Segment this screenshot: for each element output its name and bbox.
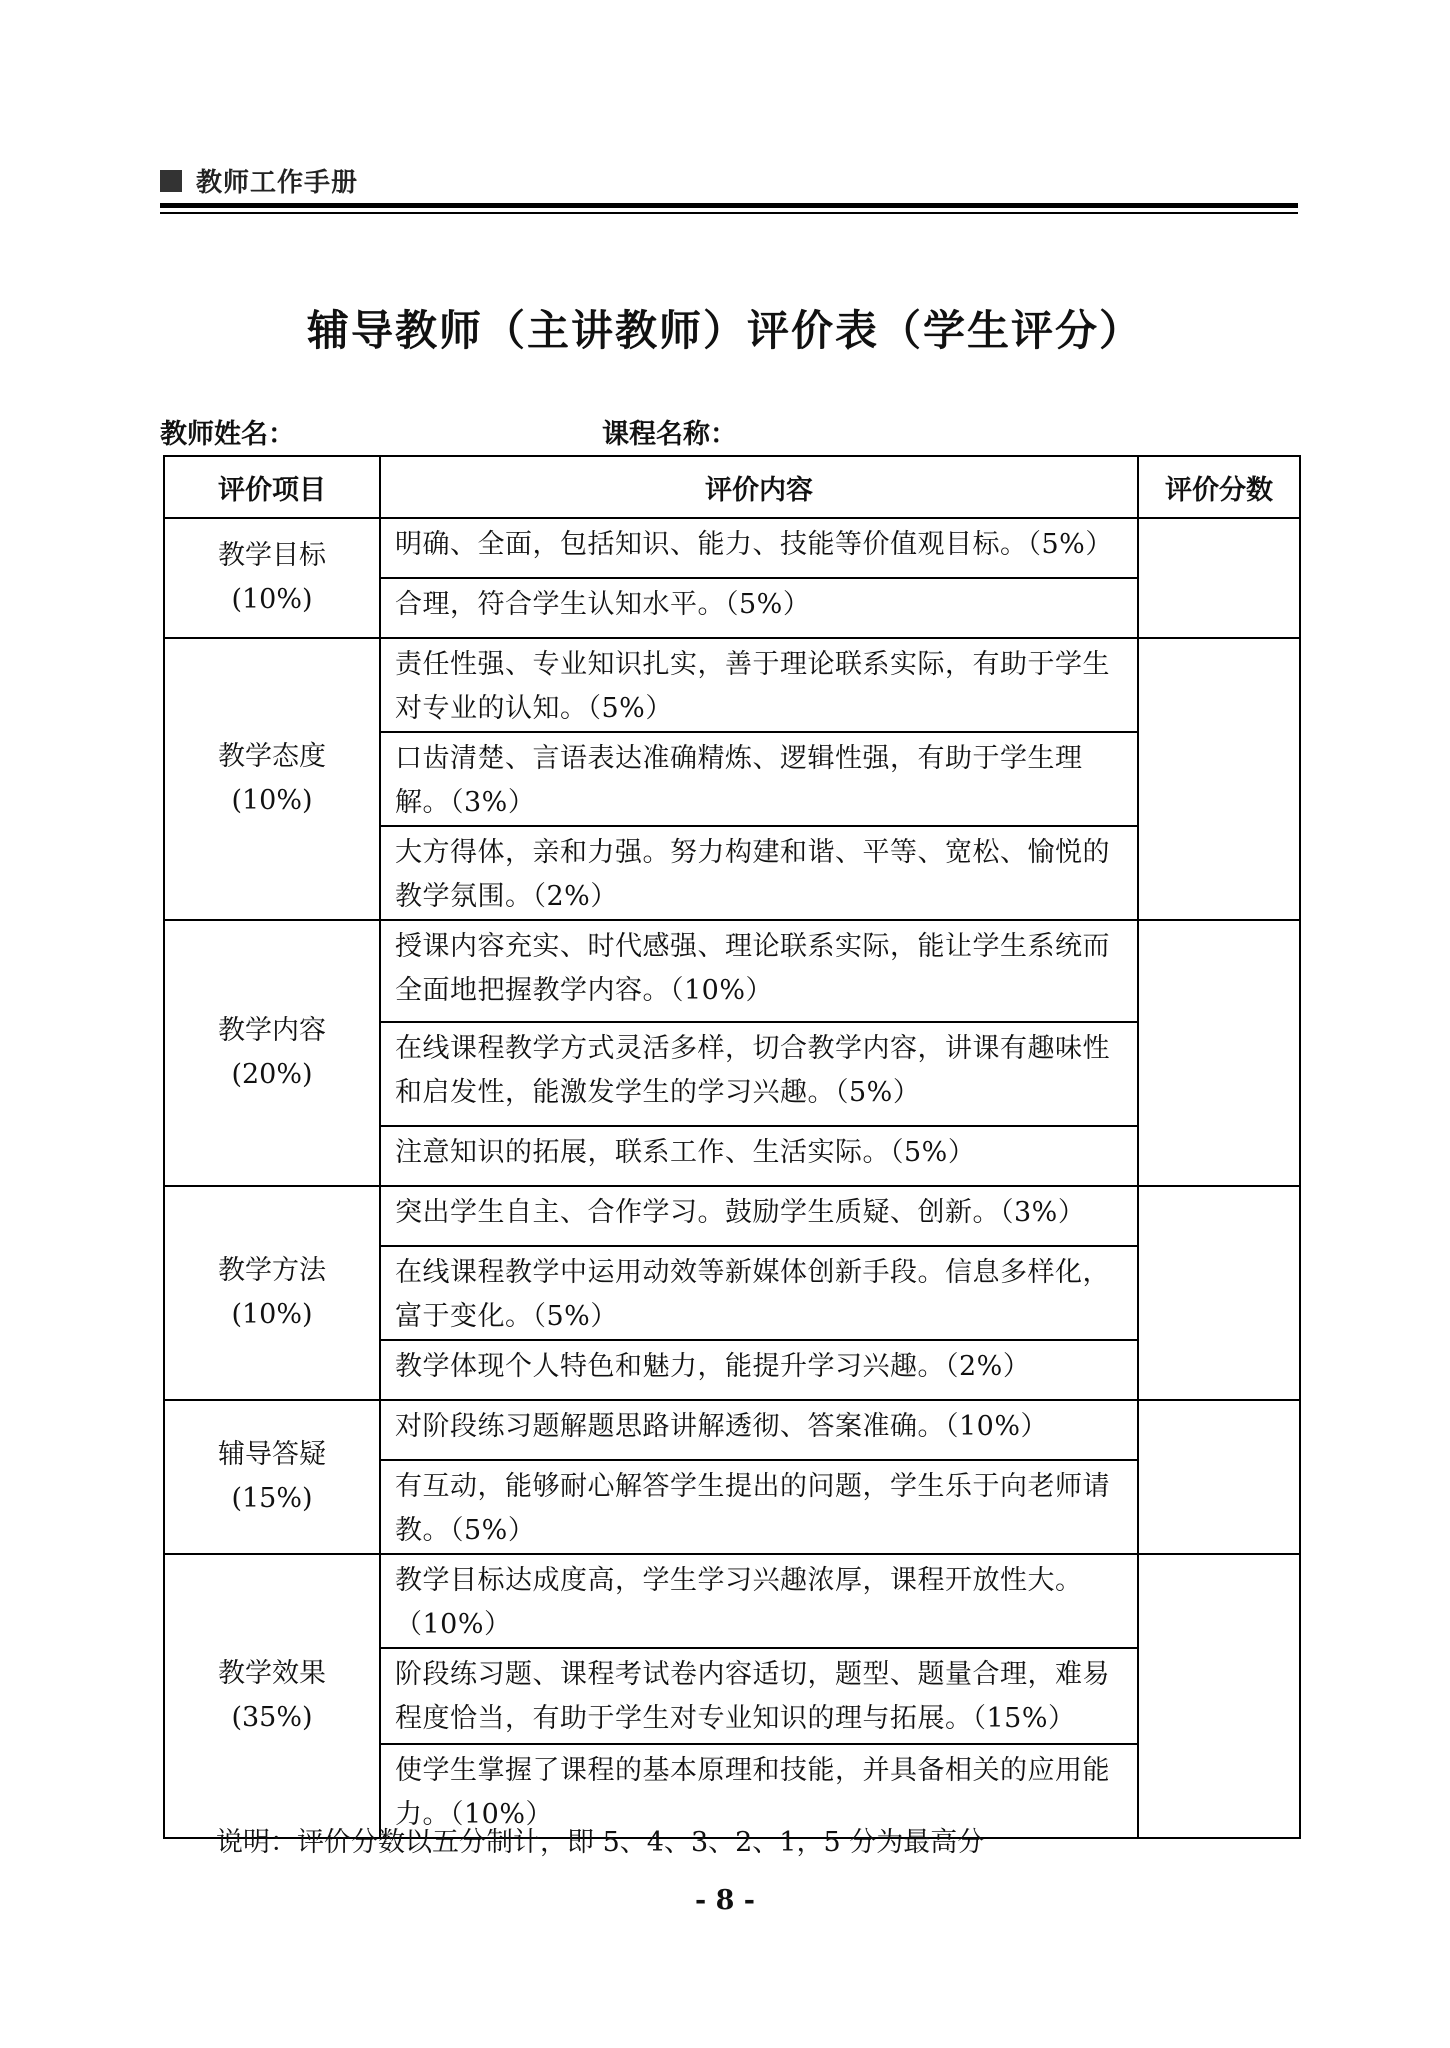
score-cell[interactable] bbox=[1138, 920, 1300, 1186]
category-name: 辅导答疑 bbox=[218, 1439, 326, 1470]
category-name: 教学效果 bbox=[218, 1658, 326, 1689]
page-number: - 8 - bbox=[695, 1885, 755, 1916]
category-weight: (20%) bbox=[231, 1059, 313, 1090]
category-name: 教学目标 bbox=[218, 540, 326, 571]
criteria-text: 大方得体，亲和力强。努力构建和谐、平等、宽松、愉悦的教学氛围。（2%） bbox=[380, 826, 1138, 920]
score-cell[interactable] bbox=[1138, 1400, 1300, 1554]
table-header-row bbox=[164, 456, 1300, 518]
page-title: 辅导教师（主讲教师）评价表（学生评分） bbox=[306, 306, 1143, 355]
category-name: 教学方法 bbox=[218, 1255, 326, 1286]
criteria-text: 突出学生自主、合作学习。鼓励学生质疑、创新。（3%） bbox=[380, 1186, 1138, 1246]
score-cell[interactable] bbox=[1138, 1186, 1300, 1400]
criteria-text: 授课内容充实、时代感强、理论联系实际，能让学生系统而全面地把握教学内容。（10%） bbox=[380, 920, 1138, 1022]
category-cell bbox=[164, 518, 380, 638]
header-score: 评价分数 bbox=[1138, 456, 1300, 518]
criteria-text: 合理，符合学生认知水平。（5%） bbox=[380, 578, 1138, 638]
score-cell[interactable] bbox=[1138, 1554, 1300, 1838]
category-cell bbox=[164, 1400, 380, 1554]
teacher-name-label: 教师姓名： bbox=[160, 419, 295, 450]
table-row bbox=[164, 638, 1300, 732]
category-cell bbox=[164, 638, 380, 920]
category-name: 教学态度 bbox=[218, 741, 326, 772]
score-cell[interactable] bbox=[1138, 638, 1300, 920]
header-item: 评价项目 bbox=[164, 456, 380, 518]
criteria-text: 使学生掌握了课程的基本原理和技能，并具备相关的应用能力。（10%） bbox=[380, 1744, 1138, 1838]
category-weight: (10%) bbox=[231, 584, 313, 615]
table-row bbox=[164, 1554, 1300, 1648]
course-name-label: 课程名称： bbox=[602, 419, 737, 450]
category-weight: (35%) bbox=[231, 1702, 313, 1733]
criteria-text: 注意知识的拓展，联系工作、生活实际。（5%） bbox=[380, 1126, 1138, 1186]
category-cell bbox=[164, 1186, 380, 1400]
criteria-text: 在线课程教学中运用动效等新媒体创新手段。信息多样化，富于变化。（5%） bbox=[380, 1246, 1138, 1340]
table-row bbox=[164, 920, 1300, 1022]
header-rule-thin bbox=[160, 212, 1298, 214]
table-row bbox=[164, 1400, 1300, 1460]
category-name: 教学内容 bbox=[218, 1015, 326, 1046]
category-cell bbox=[164, 1554, 380, 1838]
criteria-text: 责任性强、专业知识扎实，善于理论联系实际，有助于学生对专业的认知。（5%） bbox=[380, 638, 1138, 732]
criteria-text: 有互动，能够耐心解答学生提出的问题，学生乐于向老师请教。（5%） bbox=[380, 1460, 1138, 1554]
evaluation-table bbox=[163, 455, 1301, 1839]
category-weight: (10%) bbox=[231, 1299, 313, 1330]
criteria-text: 阶段练习题、课程考试卷内容适切，题型、题量合理，难易程度恰当，有助于学生对专业知识的理与拓展。（15%） bbox=[380, 1648, 1138, 1744]
category-weight: (10%) bbox=[231, 785, 313, 816]
criteria-text: 明确、全面，包括知识、能力、技能等价值观目标。（5%） bbox=[380, 518, 1138, 578]
page-header bbox=[160, 162, 358, 199]
score-cell[interactable] bbox=[1138, 518, 1300, 638]
header-square-icon bbox=[160, 170, 182, 192]
table-row bbox=[164, 518, 1300, 578]
criteria-text: 对阶段练习题解题思路讲解透彻、答案准确。（10%） bbox=[380, 1400, 1138, 1460]
category-cell bbox=[164, 920, 380, 1186]
header-rule-thick bbox=[160, 203, 1298, 208]
note-text: 说明：评价分数以五分制计，即 5、4、3、2、1，5 分为最高分 bbox=[216, 1827, 985, 1858]
criteria-text: 口齿清楚、言语表达准确精炼、逻辑性强，有助于学生理解。（3%） bbox=[380, 732, 1138, 826]
table-row bbox=[164, 1186, 1300, 1246]
criteria-text: 教学体现个人特色和魅力，能提升学习兴趣。（2%） bbox=[380, 1340, 1138, 1400]
category-weight: (15%) bbox=[231, 1483, 313, 1514]
criteria-text: 教学目标达成度高，学生学习兴趣浓厚，课程开放性大。（10%） bbox=[380, 1554, 1138, 1648]
header-title: 教师工作手册 bbox=[196, 168, 359, 198]
criteria-text: 在线课程教学方式灵活多样，切合教学内容，讲课有趣味性和启发性，能激发学生的学习兴趣。（5%） bbox=[380, 1022, 1138, 1126]
header-content: 评价内容 bbox=[380, 456, 1138, 518]
